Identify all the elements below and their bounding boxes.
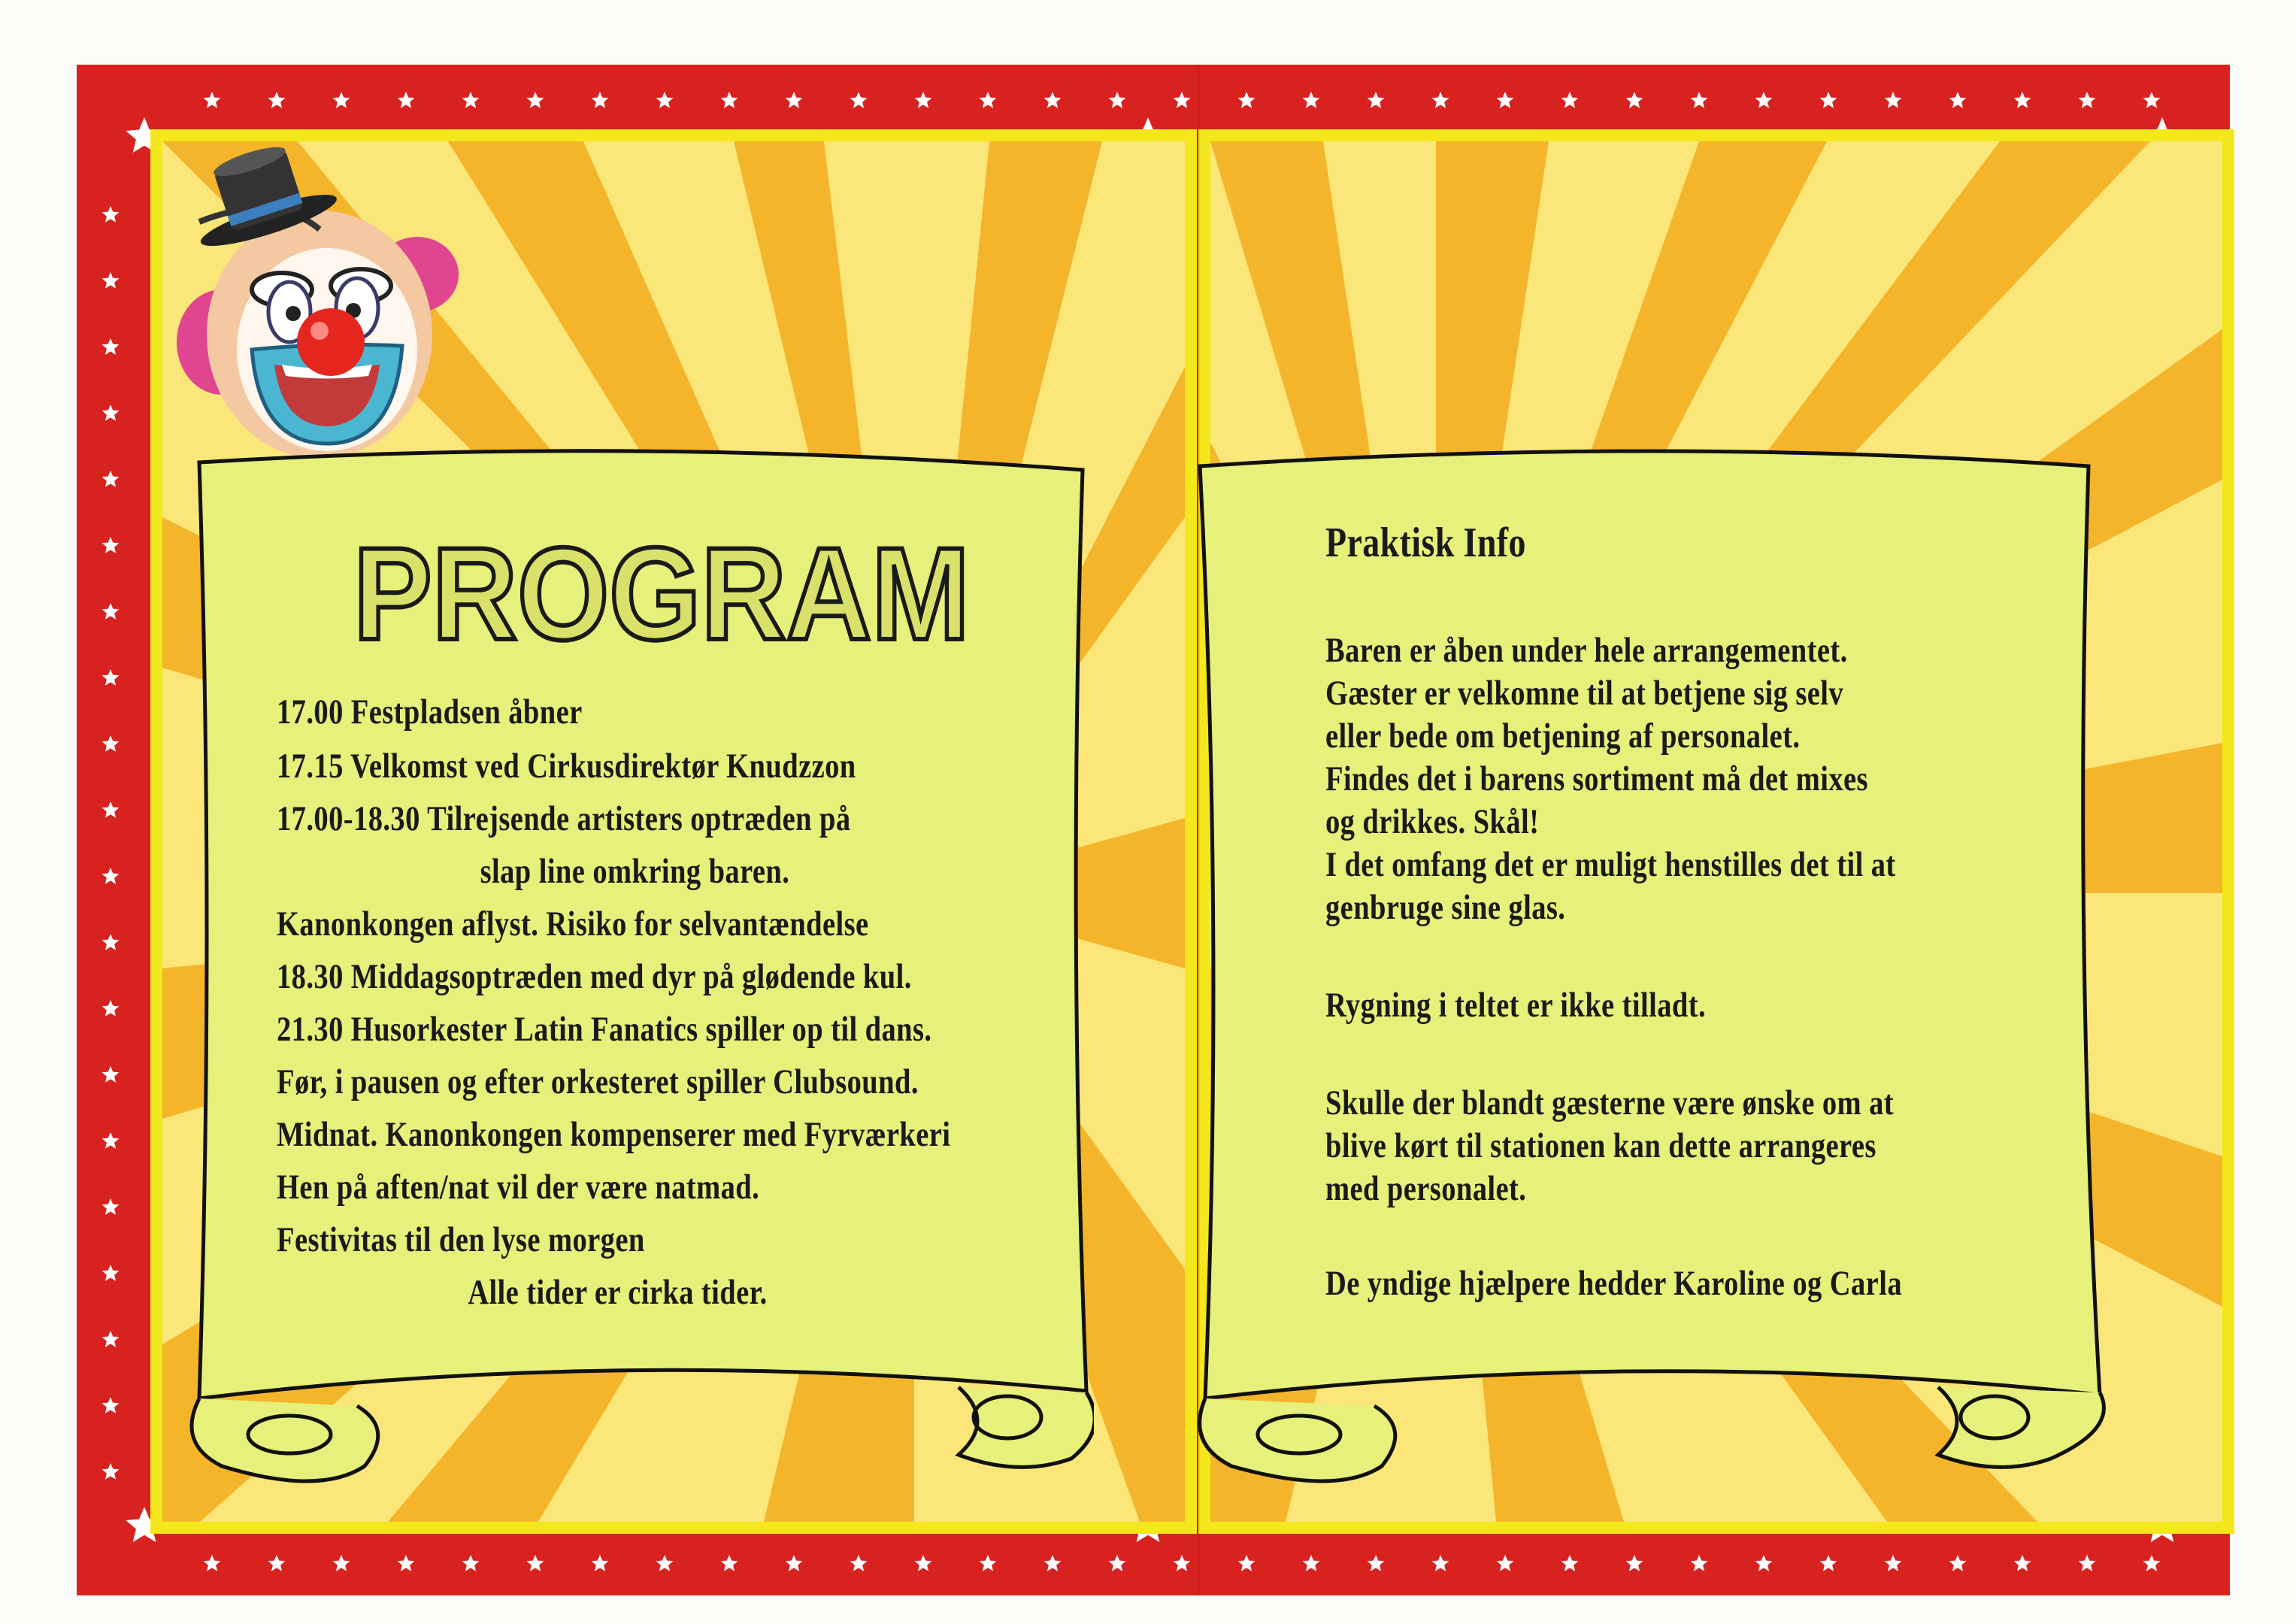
- info-line: Skulle der blandt gæsterne være ønske om at: [1325, 1083, 1894, 1123]
- star-icon: [1949, 1555, 1967, 1571]
- star-icon: [2014, 1555, 2031, 1571]
- star-icon: [1368, 1555, 1385, 1571]
- program-line: Kanonkongen aflyst. Risiko for selvantændelse: [277, 904, 869, 944]
- star-icon: [333, 92, 350, 108]
- program-line: Før, i pausen og efter orkesteret spiller Clubsound.: [277, 1062, 919, 1101]
- star-icon: [102, 1066, 120, 1083]
- star-icon: [1044, 92, 1062, 108]
- program-line: 17.15 Velkomst ved Cirkusdirektør Knudzzon: [277, 747, 856, 786]
- program-line: Hen på aften/nat vil der være natmad.: [277, 1168, 760, 1207]
- info-line: Gæster er velkomne til at betjene sig selv: [1325, 674, 1844, 713]
- star-icon: [102, 1198, 120, 1215]
- star-icon: [102, 471, 120, 487]
- star-icon: [786, 1555, 803, 1571]
- star-icon: [102, 404, 120, 421]
- info-line: Rygning i teltet er ikke tilladt.: [1325, 986, 1707, 1025]
- star-icon: [102, 206, 120, 223]
- star-icon: [102, 537, 120, 553]
- star-icon: [2143, 92, 2161, 108]
- star-icon: [721, 92, 738, 108]
- star-icon: [102, 735, 120, 752]
- program-line: Festivitas til den lyse morgen: [277, 1220, 645, 1259]
- program-line: 18.30 Middagsoptræden med dyr på glødende kul.: [277, 957, 912, 996]
- star-icon: [1238, 92, 1256, 108]
- star-icon: [656, 92, 674, 108]
- star-icon: [1691, 92, 1708, 108]
- star-icon: [1109, 92, 1126, 108]
- star-icon: [1820, 1555, 1837, 1571]
- star-icon: [102, 1397, 120, 1413]
- star-icon: [1691, 1555, 1708, 1571]
- star-icon: [850, 92, 868, 108]
- star-icon: [102, 603, 120, 620]
- info-scroll: [1186, 444, 2126, 1496]
- star-icon: [2079, 1555, 2096, 1571]
- info-line: med personalet.: [1325, 1169, 1527, 1208]
- program-line: 17.00-18.30 Tilrejsende artisters optræden på: [277, 799, 851, 838]
- info-line: Baren er åben under hele arrangementet.: [1325, 631, 1848, 670]
- star-icon: [102, 669, 120, 686]
- info-heading: Praktisk Info: [1325, 520, 1526, 566]
- star-icon: [592, 92, 609, 108]
- star-icon: [102, 801, 120, 818]
- program-title-text: PROGRAM: [353, 526, 970, 668]
- info-line: De yndige hjælpere hedder Karoline og Carla: [1325, 1264, 1903, 1303]
- star-icon: [786, 92, 803, 108]
- star-icon: [527, 92, 544, 108]
- star-icon: [268, 92, 286, 108]
- star-icon: [1561, 1555, 1579, 1571]
- star-icon: [1044, 1555, 1062, 1571]
- star-icon: [721, 1555, 738, 1571]
- star-icon: [1497, 92, 1514, 108]
- info-line: eller bede om betjening af personalet.: [1325, 717, 1801, 756]
- star-icon: [527, 1555, 544, 1571]
- star-icon: [850, 1555, 868, 1571]
- star-icon: [204, 1555, 221, 1571]
- star-icon: [1303, 92, 1320, 108]
- star-icon: [268, 1555, 286, 1571]
- star-icon: [1820, 92, 1837, 108]
- star-icon: [2143, 1555, 2161, 1571]
- star-icon: [1885, 1555, 1902, 1571]
- star-icon: [656, 1555, 674, 1571]
- program-title: [331, 526, 992, 692]
- star-icon: [102, 1331, 120, 1347]
- program-line: Alle tider er cirka tider.: [468, 1273, 768, 1312]
- star-icon: [204, 92, 221, 108]
- star-icon: [1561, 92, 1579, 108]
- star-icon: [102, 272, 120, 289]
- star-icon: [102, 934, 120, 950]
- star-icon: [980, 92, 997, 108]
- star-icon: [102, 1000, 120, 1017]
- star-icon: [2014, 92, 2031, 108]
- info-line: I det omfang det er muligt henstilles det til at: [1325, 845, 1896, 884]
- star-icon: [1109, 1555, 1126, 1571]
- star-icon: [398, 92, 415, 108]
- star-icon: [1432, 1555, 1449, 1571]
- clown-illustration: [169, 147, 500, 462]
- star-icon: [2079, 92, 2096, 108]
- program-line: Midnat. Kanonkongen kompenserer med Fyrværkeri: [277, 1115, 951, 1154]
- star-icon: [1303, 1555, 1320, 1571]
- star-icon: [102, 338, 120, 355]
- star-icon: [102, 1132, 120, 1149]
- info-line: og drikkes. Skål!: [1325, 802, 1540, 841]
- star-icon: [915, 1555, 932, 1571]
- program-line: 21.30 Husorkester Latin Fanatics spiller op til dans.: [277, 1010, 932, 1049]
- info-line: Findes det i barens sortiment må det mixes: [1325, 759, 1868, 798]
- star-icon: [1949, 92, 1967, 108]
- star-icon: [1497, 1555, 1514, 1571]
- star-icon: [1174, 1555, 1191, 1571]
- star-icon: [1432, 92, 1449, 108]
- star-icon: [333, 1555, 350, 1571]
- program-line: 17.00 Festpladsen åbner: [277, 692, 583, 732]
- star-icon: [915, 92, 932, 108]
- star-icon: [462, 1555, 480, 1571]
- star-icon: [102, 1463, 120, 1480]
- star-icon: [1626, 1555, 1643, 1571]
- program-line: slap line omkring baren.: [480, 852, 790, 891]
- star-icon: [1238, 1555, 1256, 1571]
- star-icon: [1174, 92, 1191, 108]
- star-icon: [980, 1555, 997, 1571]
- info-line: blive kørt til stationen kan dette arrangeres: [1325, 1126, 1876, 1165]
- star-icon: [1885, 92, 1902, 108]
- star-icon: [1626, 92, 1643, 108]
- star-icon: [102, 868, 120, 884]
- star-icon: [1368, 92, 1385, 108]
- star-icon: [1755, 92, 1773, 108]
- star-icon: [1755, 1555, 1773, 1571]
- info-line: genbruge sine glas.: [1325, 888, 1566, 927]
- star-icon: [398, 1555, 415, 1571]
- star-icon: [102, 1265, 120, 1281]
- star-icon: [462, 92, 480, 108]
- star-icon: [592, 1555, 609, 1571]
